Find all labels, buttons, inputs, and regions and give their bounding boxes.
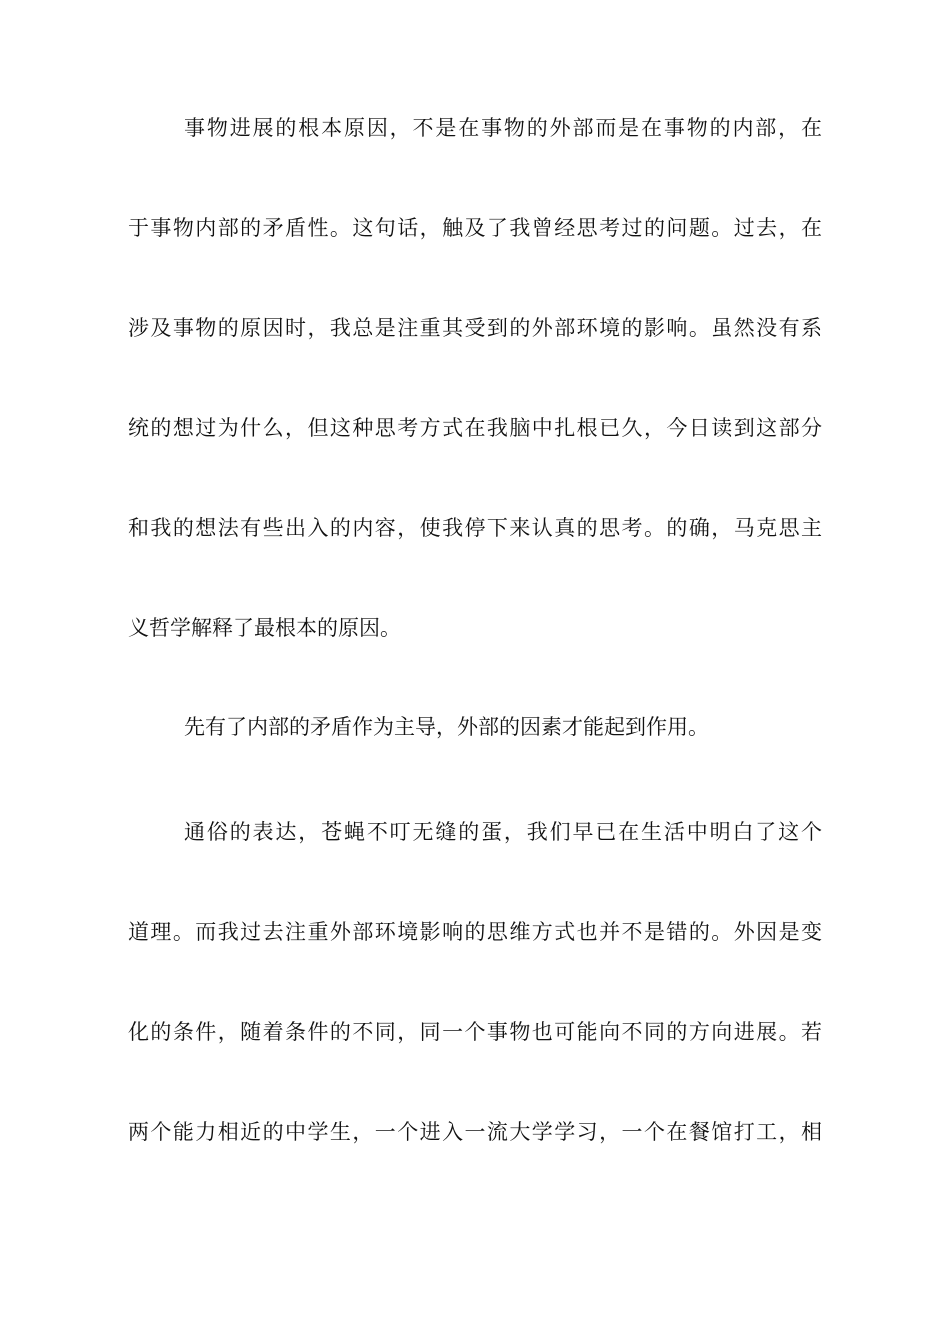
paragraph-1-line-6: 义哲学解释了最根本的原因。 <box>128 616 401 640</box>
paragraph-1-line-4: 统的想过为什么，但这种思考方式在我脑中扎根已久，今日读到这部分 <box>128 416 822 440</box>
paragraph-3-line-3: 化的条件，随着条件的不同，同一个事物也可能向不同的方向进展。若 <box>128 1020 822 1044</box>
paragraph-2-line-1: 先有了内部的矛盾作为主导，外部的因素才能起到作用。 <box>184 715 709 739</box>
paragraph-3-line-4: 两个能力相近的中学生，一个进入一流大学学习，一个在餐馆打工，相 <box>128 1120 822 1144</box>
paragraph-3-line-1: 通俗的表达，苍蝇不叮无缝的蛋，我们早已在生活中明白了这个 <box>184 820 822 844</box>
paragraph-1-line-1: 事物进展的根本原因，不是在事物的外部而是在事物的内部，在 <box>184 116 822 140</box>
paragraph-1-line-2: 于事物内部的矛盾性。这句话，触及了我曾经思考过的问题。过去，在 <box>128 216 822 240</box>
paragraph-3-line-2: 道理。而我过去注重外部环境影响的思维方式也并不是错的。外因是变 <box>128 920 822 944</box>
paragraph-1-line-3: 涉及事物的原因时，我总是注重其受到的外部环境的影响。虽然没有系 <box>128 316 822 340</box>
paragraph-1-line-5: 和我的想法有些出入的内容，使我停下来认真的思考。的确，马克思主 <box>128 516 822 540</box>
